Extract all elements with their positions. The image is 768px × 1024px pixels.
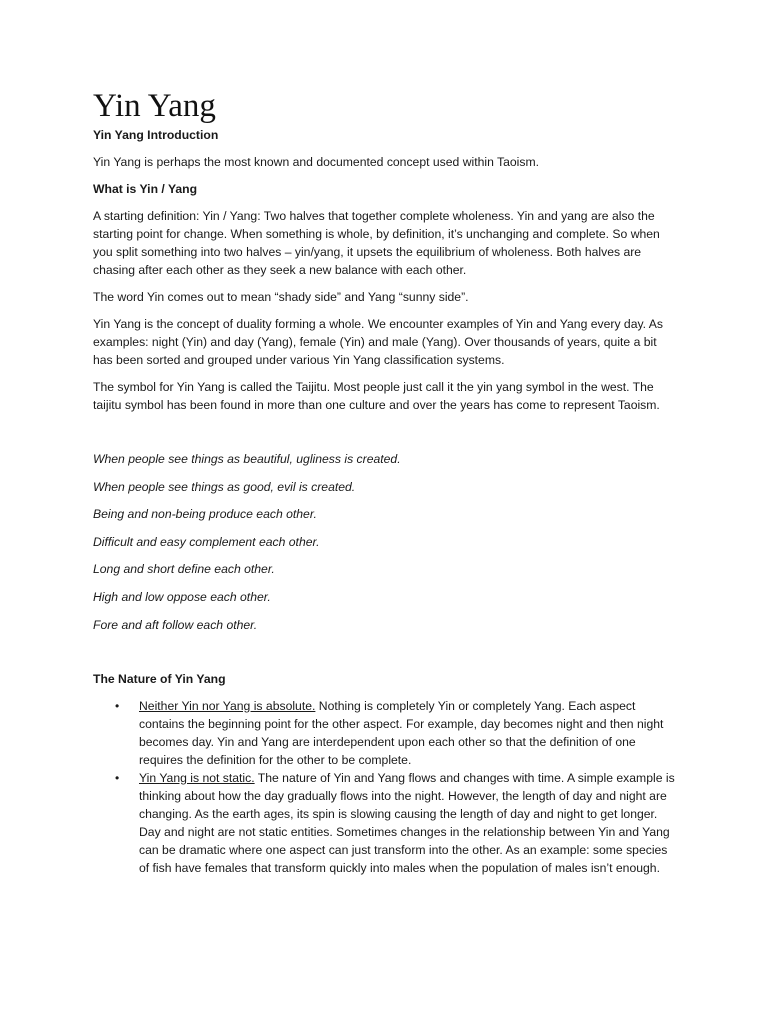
list-item (93, 769, 678, 877)
document-title: Yin Yang (93, 88, 216, 124)
bullet-lead: Neither Yin nor Yang is absolute. (139, 698, 316, 713)
nature-heading: The Nature of Yin Yang (93, 671, 226, 686)
intro-heading: Yin Yang Introduction (93, 128, 219, 142)
bullet-text: The nature of Yin and Yang flows and changes with time. A simple example is thinking about how the day gradually flows into the night. However, the length of day and night are changing. As the earth ages, its spin is slowing causing the length of day and night to get longer. Day and night are not static entities. Sometimes changes in the relationship between Yin and Yang can be dramatic where one aspect can just transform into the other. As an example: some species of fish have females that transform quickly into males when the population of males isn’t enough. (139, 770, 675, 875)
bullet-text: Nothing is completely Yin or completely Yang. Each aspect contains the beginning point for the other aspect. For example, day becomes night and then night becomes day. Yin and Yang are interdependent upon each other so that the definition of one requires the definition for the other to be complete. (139, 698, 664, 767)
quote-line: Difficult and easy complement each other. (93, 534, 320, 549)
quote-line: Long and short define each other. (93, 562, 275, 577)
quote-line: Being and non-being produce each other. (93, 507, 317, 522)
quote-list (93, 450, 678, 634)
bullet-icon: • (115, 770, 120, 785)
paragraph-definition: A starting definition: Yin / Yang: Two halves that together complete wholeness. Yin and yang are also the starting point for change. When something is whole, by definition, it’s unchanging and complete. So when you split something into two halves – yin/yang, it upsets the equilibrium of wholeness. Both halves are chasing after each other as they seek a new balance with each other. (93, 209, 660, 277)
paragraph-word-meaning: The word Yin comes out to mean “shady side” and Yang “sunny side”. (93, 290, 469, 304)
list-item (93, 697, 678, 769)
intro-paragraph: Yin Yang is perhaps the most known and documented concept used within Taoism. (93, 155, 540, 169)
bullet-lead: Yin Yang is not static. (139, 770, 255, 785)
quote-line: When people see things as good, evil is created. (93, 479, 356, 494)
paragraph-duality: Yin Yang is the concept of duality forming a whole. We encounter examples of Yin and Yang every day. As examples: night (Yin) and day (Yang), female (Yin) and male (Yang). Over thousands of years, quite a bit has been sorted and grouped under various Yin Yang classification systems. (93, 317, 663, 367)
quote-line: Fore and aft follow each other. (93, 617, 258, 632)
quote-line: High and low oppose each other. (93, 589, 271, 604)
paragraph-symbol: The symbol for Yin Yang is called the Taijitu. Most people just call it the yin yang symbol in the west. The taijitu symbol has been found in more than one culture and over the years has come to represent Taoism. (93, 380, 660, 412)
quote-line: When people see things as beautiful, ugliness is created. (93, 452, 401, 466)
nature-bullet-list (93, 697, 678, 877)
bullet-icon: • (115, 698, 120, 713)
document-page (93, 88, 678, 877)
what-heading: What is Yin / Yang (93, 182, 198, 196)
